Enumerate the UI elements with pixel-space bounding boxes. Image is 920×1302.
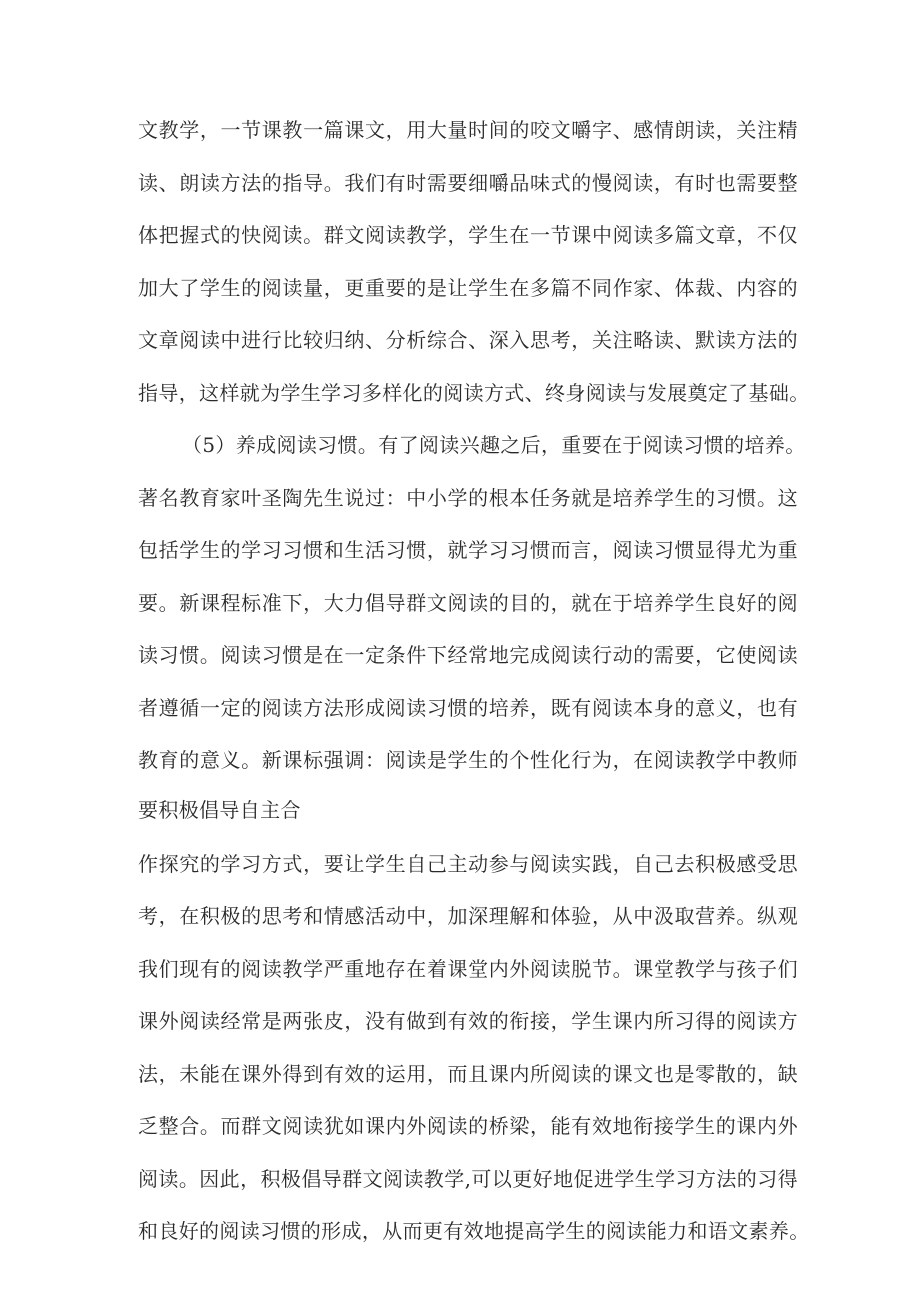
text-line: 加大了学生的阅读量，更重要的是让学生在多篇不同作家、体裁、内容的 <box>138 276 798 300</box>
text-line: 读习惯。阅读习惯是在一定条件下经常地完成阅读行动的需要，它使阅读 <box>138 643 798 667</box>
text-line: 包括学生的学习习惯和生活习惯，就学习习惯而言，阅读习惯显得尤为重 <box>138 538 798 562</box>
text-line: 考，在积极的思考和情感活动中，加深理解和体验，从中汲取营养。纵观 <box>138 904 798 928</box>
text-line: 文章阅读中进行比较归纳、分析综合、深入思考，关注略读、默读方法的 <box>138 328 798 352</box>
text-line: 教育的意义。新课标强调：阅读是学生的个性化行为，在阅读教学中教师 <box>138 748 798 772</box>
text-line: 要积极倡导自主合 <box>138 798 301 822</box>
text-line: 读、朗读方法的指导。我们有时需要细嚼品味式的慢阅读，有时也需要整 <box>138 171 798 195</box>
text-line: 体把握式的快阅读。群文阅读教学，学生在一节课中阅读多篇文章，不仅 <box>138 223 798 247</box>
text-line: 阅读。因此，积极倡导群文阅读教学,可以更好地促进学生学习方法的习得 <box>138 1167 798 1191</box>
text-line: 指导，这样就为学生学习多样化的阅读方式、终身阅读与发展奠定了基础。 <box>138 381 810 405</box>
text-line: 和良好的阅读习惯的形成，从而更有效地提高学生的阅读能力和语文素养。 <box>138 1219 810 1243</box>
text-line: 著名教育家叶圣陶先生说过：中小学的根本任务就是培养学生的习惯。这 <box>138 486 798 510</box>
text-line: 法，未能在课外得到有效的运用，而且课内所阅读的课文也是零散的，缺 <box>138 1062 798 1086</box>
text-line: 乏整合。而群文阅读犹如课内外阅读的桥梁，能有效地衔接学生的课内外 <box>138 1114 798 1138</box>
text-line: 文教学，一节课教一篇课文，用大量时间的咬文嚼字、感情朗读，关注精 <box>138 118 798 142</box>
text-line: 者遵循一定的阅读方法形成阅读习惯的培养，既有阅读本身的意义，也有 <box>138 696 798 720</box>
paragraph-heading-line: （5）养成阅读习惯。有了阅读兴趣之后，重要在于阅读习惯的培养。 <box>182 433 806 457</box>
text-line: 课外阅读经常是两张皮，没有做到有效的衔接，学生课内所习得的阅读方 <box>138 1009 798 1033</box>
text-line: 作探究的学习方式，要让学生自己主动参与阅读实践，自己去积极感受思 <box>138 852 798 876</box>
text-line: 要。新课程标准下，大力倡导群文阅读的目的，就在于培养学生良好的阅 <box>138 591 798 615</box>
text-line: 我们现有的阅读教学严重地存在着课堂内外阅读脱节。课堂教学与孩子们 <box>138 957 798 981</box>
